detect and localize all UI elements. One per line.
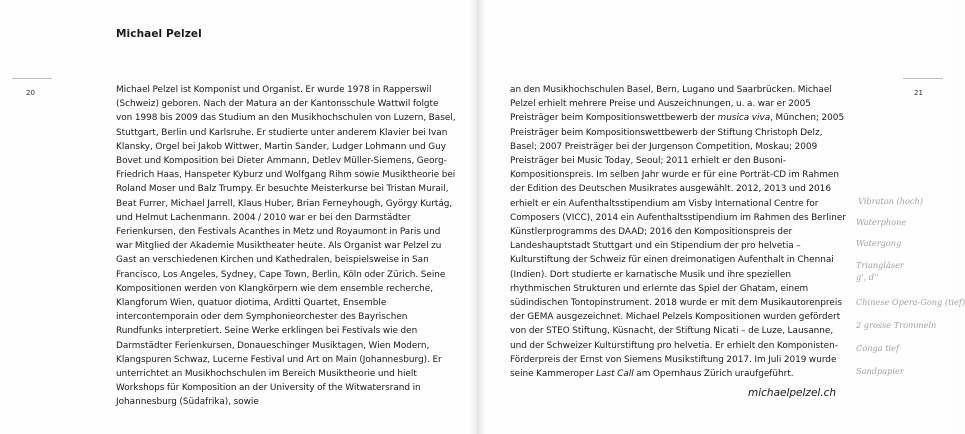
margin-note-pitches: g', d'' [856, 272, 879, 282]
margin-note-watergong: Watergong [856, 238, 902, 248]
page-number-left: 20 [26, 89, 35, 97]
left-margin-rule [12, 78, 52, 79]
margin-note-bass-drums: 2 grosse Trommeln [856, 320, 937, 330]
biography-text-segment: , München; 2005 Preisträger beim Kompositionswettbewerb der Stiftung Christoph Delz, Basel; 2007 Preisträger bei der Jurgenson Competition, Moskau; 2009 Preisträger bei Music Today, Seoul; 2011 erhielt er den Busoni-Kompositionspreis. Im selben Jahr wurde er für eine Porträt-CD im Rahmen der Edition des Deutschen Musikrates ausgewählt. 2012, 2013 und 2016 erhielt er ein Aufenthaltsstipendium am Visby International Centre for Composers (VICC), 2014 ein Aufenthaltsstipendium im Rahmen des Berliner Künstlerprogramms des DAAD; 2016 den Kompositionspreis der Landeshauptstadt Stuttgart und ein Stipendium der pro helvetia – Kulturstiftung der Schweiz für einen dreimonatigen Aufenthalt in Chennai (Indien). Dort studierte er karnatische Musik und ihre speziellen rhythmischen Strukturen und erlernte das Spiel der Ghatam, einem südindischen Tontopinstrument. 2018 wurde er mit dem Musikautorenpreis der GEMA ausgezeichnet. Michael Pelzels Kompositionen wurden gefördert von der STEO Stiftung, Küsnacht, der Stiftung Nicati – de Luze, Lausanne, und der Schweizer Kulturstiftung pro helvetia. Er erhielt den Komponisten-Förderpreis der Ernst von Siemens Musikstiftung 2017. Im Juli 2019 wurde seine Kammeroper [510, 113, 846, 380]
italic-title-musica-viva: musica viva [717, 113, 771, 124]
biography-text-left: Michael Pelzel ist Komponist und Organist. Er wurde 1978 in Rapperswil (Schweiz) geboren. Nach der Matura an der Kantonsschule Wattwil folgte von 1998 bis 2009 das Studium an den Musikhochschulen von Luzern, Basel, Stuttgart, Berlin und Karlsruhe. Er studierte unter anderem Klavier bei Ivan Klansky, Orgel bei Jakob Wittwer, Martin Sander, Ludger Lohmann und Guy Bovet und Komposition bei Dieter Ammann, Detlev Müller-Siemens, Georg-Friedrich Haas, Hanspeter Kyburz und Wolfgang Rihm sowie Musiktheorie bei Roland Moser und Balz Trumpy. Er besuchte Meisterkurse bei Tristan Murail, Beat Furrer, Michael Jarrell, Klaus Huber, Brian Ferneyhough, György Kurtág, und Helmut Lachenmann. 2004 / 2010 war er bei den Darmstädter Ferienkursen, den Festivals Acanthes in Metz und Royaumont in Paris und war Mitglied der Akademie Musiktheater heute. Als Organist war Pelzel zu Gast an verschiedenen Kirchen und Kathedralen, beispielsweise in San Francisco, Los Angeles, Sydney, Cape Town, Berlin, Köln oder Zürich. Seine Kompositionen werden von Klangkörpern wie dem ensemble recherche, Klangforum Wien, quatuor diotima, Arditti Quartet, Ensemble intercontemporain oder dem Symphonieorchester des Bayrischen Rundfunks interpretiert. Seine Werke erklingen bei Festivals wie den Darmstädter Ferienkursen, Donaueschinger Musiktagen, Wien Modern, Klangspuren Schwaz, Lucerne Festival und Art on Main (Johannesburg). Er unterrichtet an Musikhochschulen im Bereich Musiktheorie und hielt Workshops für Komposition an der University of the Witwatersrand in Johannesburg (Südafrika), sowie [116, 85, 456, 408]
biography-text-segment: am Opernhaus Zürich uraufgeführt. [633, 369, 794, 380]
right-margin-rule [903, 78, 943, 79]
margin-note-opera-gong: Chinese Opera-Gong (tief) [856, 297, 965, 307]
biography-text-right [510, 83, 850, 381]
book-gutter [470, 0, 486, 434]
biography-text-segment: an den Musikhochschulen Basel, Bern, Lugano und Saarbrücken. Michael Pelzel erhielt mehrere Preise und Auszeichnungen, u. a. war er 2005 Preisträger beim Kompositionswettbewerb der [510, 85, 832, 124]
margin-note-vibraton: Vibraton (hoch) [858, 196, 923, 206]
margin-note-triangle-glasses: Triangläser [856, 260, 904, 270]
margin-note-conga: Conga tief [856, 343, 899, 353]
page-number-right: 21 [914, 89, 923, 97]
page-title: Michael Pelzel [116, 28, 202, 40]
margin-note-waterphone: Waterphone [856, 217, 907, 227]
italic-title-last-call: Last Call [596, 369, 634, 380]
website-link[interactable]: michaelpelzel.ch [748, 387, 837, 399]
margin-note-sandpaper: Sandpapier [856, 366, 904, 376]
